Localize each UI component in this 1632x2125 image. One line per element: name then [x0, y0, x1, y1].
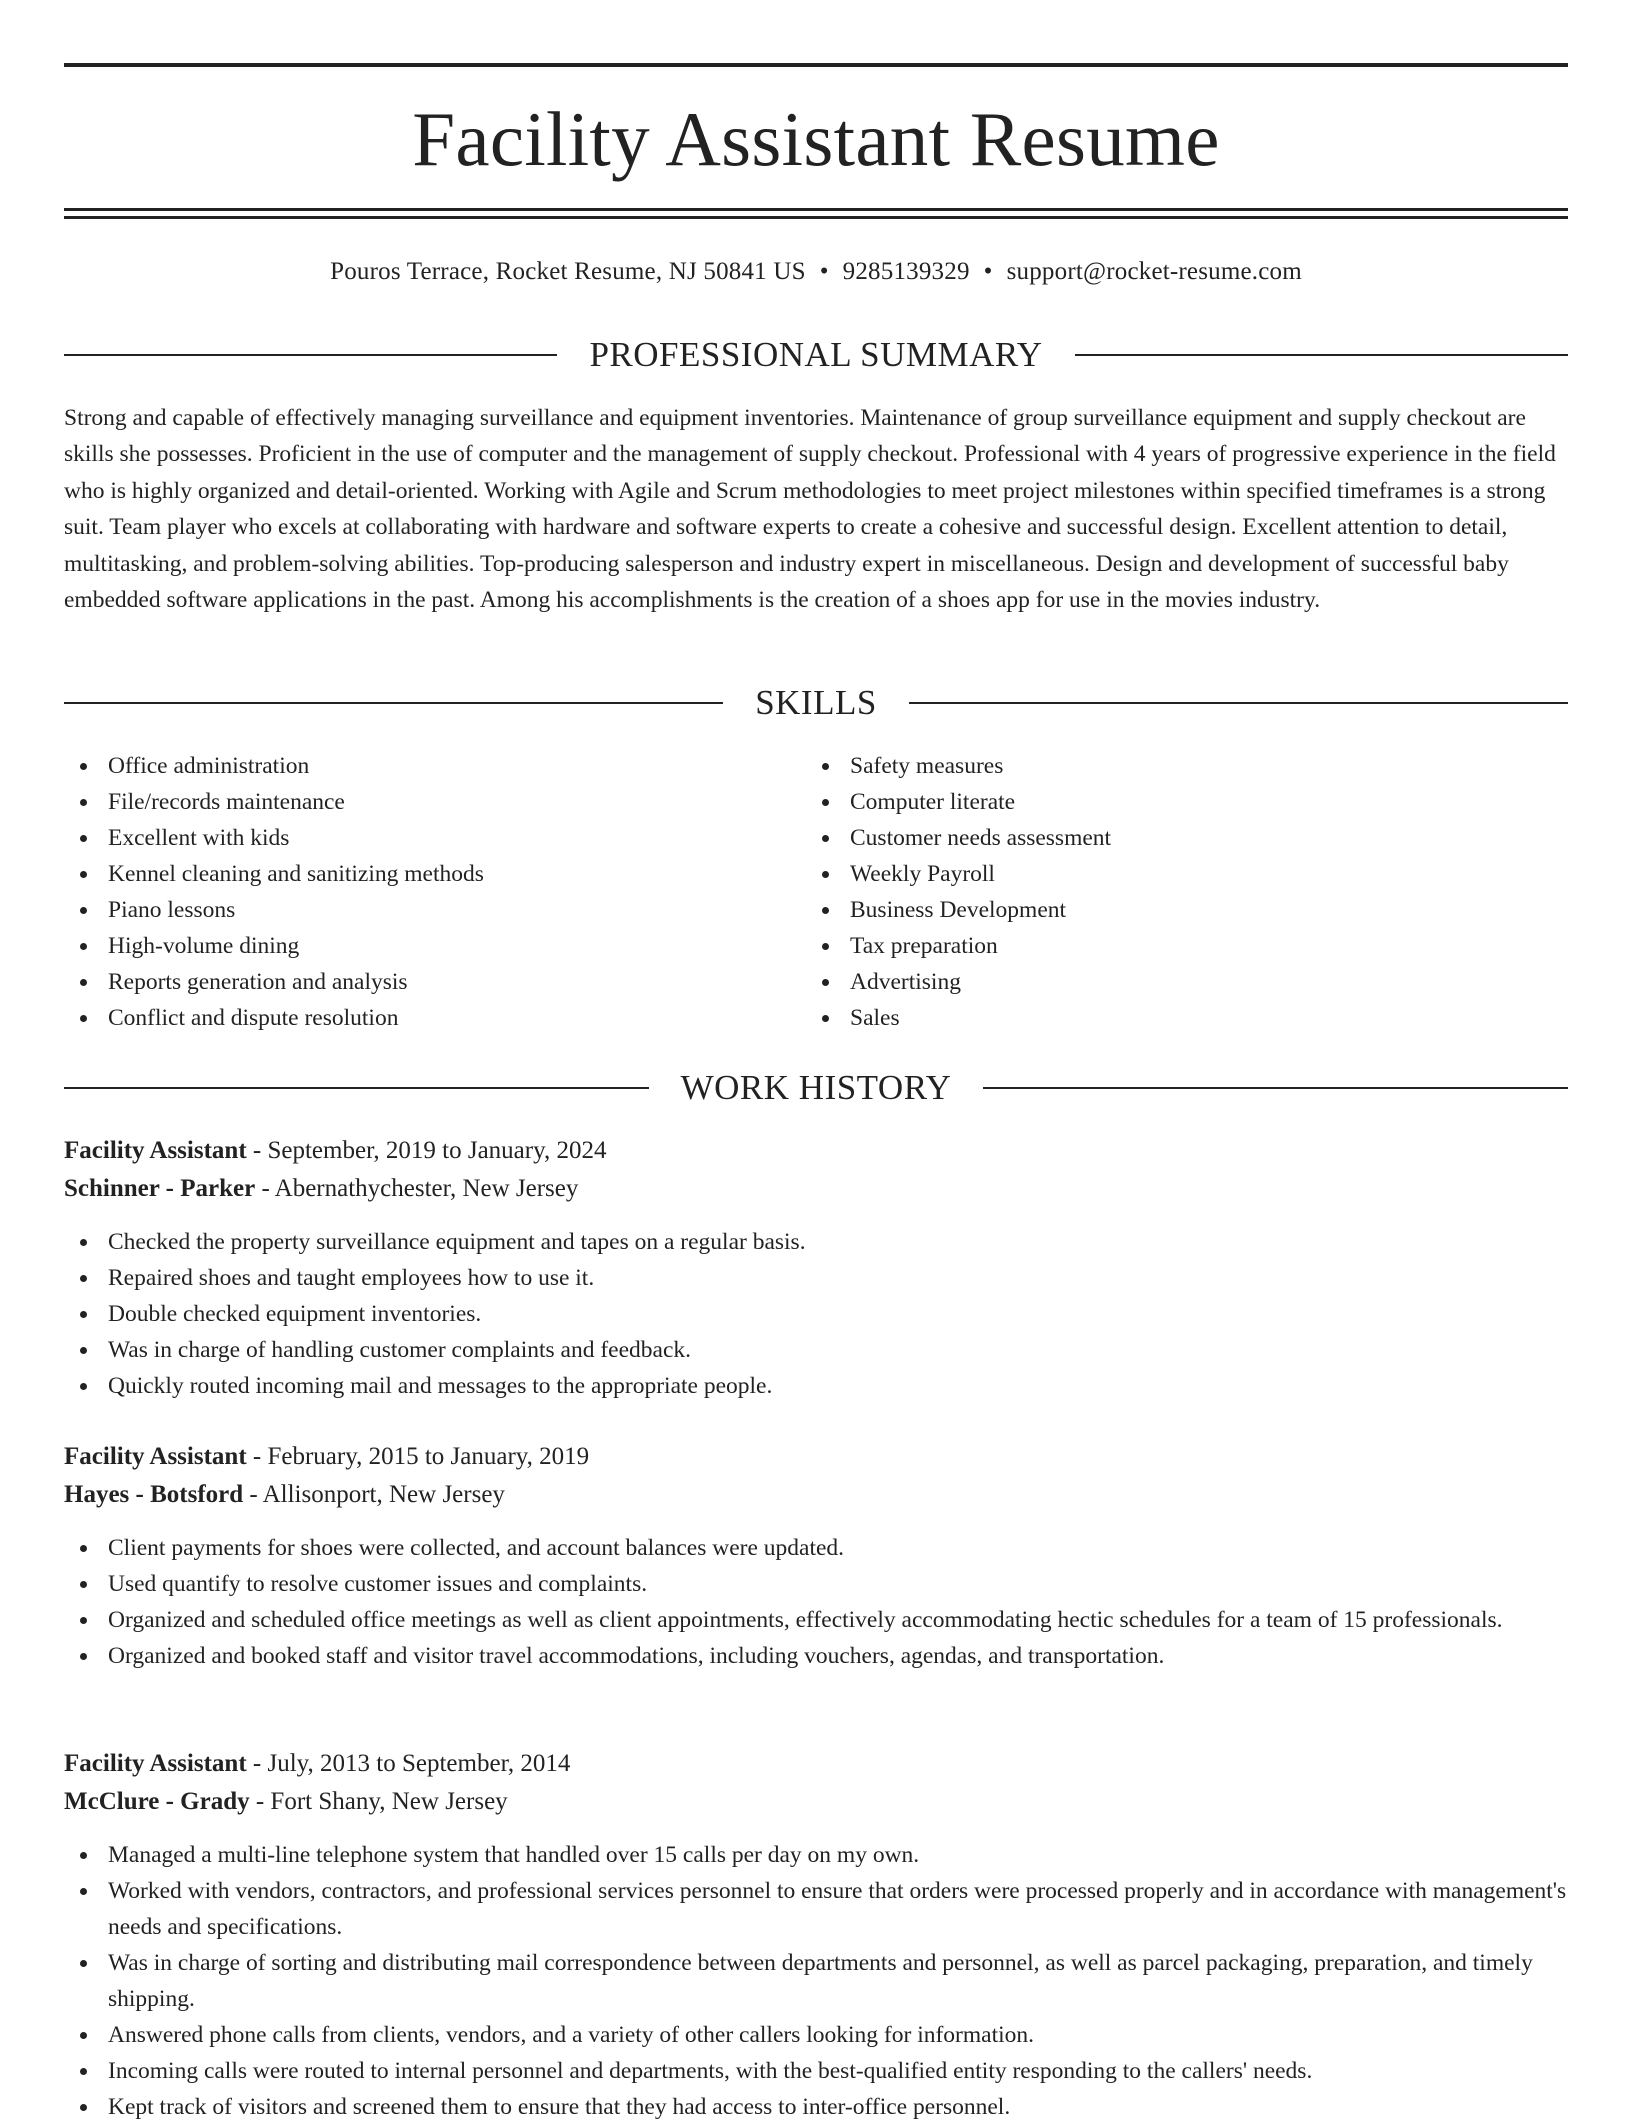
skill-item: Customer needs assessment — [806, 820, 1546, 856]
skill-item: Computer literate — [806, 784, 1546, 820]
section-heading-work-history — [64, 1066, 1568, 1110]
skill-item: Conflict and dispute resolution — [64, 1000, 804, 1036]
job-entry-1 — [64, 1132, 1568, 1404]
skill-item: Business Development — [806, 892, 1546, 928]
job-duties-list — [64, 1224, 1568, 1404]
header-double-rule-upper — [64, 208, 1568, 211]
skill-item: Office administration — [64, 748, 804, 784]
section-rule-left — [64, 702, 723, 704]
job-duty-item: Was in charge of sorting and distributing mail correspondence between departments and personnel, as well as parcel packaging, preparation, and timely shipping. — [64, 1945, 1568, 2017]
job-title: Facility Assistant — [64, 1443, 247, 1470]
skill-item: Advertising — [806, 964, 1546, 1000]
section-rule-right — [909, 702, 1568, 704]
contact-address: Pouros Terrace, Rocket Resume, NJ 50841 US — [330, 258, 806, 285]
job-duty-item: Kept track of visitors and screened them to ensure that they had access to inter-office personnel. — [64, 2089, 1568, 2125]
job-title-line — [64, 1745, 1568, 1783]
contact-phone: 9285139329 — [842, 258, 970, 285]
skill-item: Reports generation and analysis — [64, 964, 804, 1000]
job-dates: - February, 2015 to January, 2019 — [246, 1443, 590, 1470]
job-entry-3 — [64, 1745, 1568, 2125]
section-rule-left — [64, 354, 557, 356]
header-double-rule-lower — [64, 216, 1568, 219]
section-rule-left — [64, 1087, 649, 1089]
skill-item: High-volume dining — [64, 928, 804, 964]
skill-item: Excellent with kids — [64, 820, 804, 856]
job-title-line — [64, 1132, 1568, 1170]
job-location: - Abernathychester, New Jersey — [255, 1175, 579, 1202]
job-dates: - September, 2019 to January, 2024 — [246, 1137, 607, 1164]
job-duty-item: Organized and booked staff and visitor travel accommodations, including vouchers, agendas, and transportation. — [64, 1638, 1568, 1674]
section-rule-right — [1075, 354, 1568, 356]
job-company: Schinner - Parker — [64, 1175, 256, 1202]
job-duty-item: Incoming calls were routed to internal personnel and departments, with the best-qualified entity responding to the callers' needs. — [64, 2053, 1568, 2089]
job-duty-item: Repaired shoes and taught employees how to use it. — [64, 1260, 1568, 1296]
job-duty-item: Managed a multi-line telephone system that handled over 15 calls per day on my own. — [64, 1837, 1568, 1873]
contact-separator: • — [819, 258, 829, 285]
skills-list-right — [806, 748, 1546, 1036]
contact-line — [64, 252, 1568, 292]
skill-item: File/records maintenance — [64, 784, 804, 820]
job-company: Hayes - Botsford — [64, 1481, 244, 1508]
job-location: - Fort Shany, New Jersey — [249, 1788, 508, 1815]
job-company-line — [64, 1476, 1568, 1514]
skills-column-right — [806, 748, 1546, 1036]
page-title: Facility Assistant Resume — [412, 96, 1220, 182]
job-duty-item: Was in charge of handling customer complaints and feedback. — [64, 1332, 1568, 1368]
professional-summary-text: Strong and capable of effectively managing surveillance and equipment inventories. Maintenance of group surveillance equipment and supply checkout are skills she possesses. Proficient in the use of computer and the management of supply checkout. Professional with 4 years of progressive experience in the field who is highly organized and detail-oriented. Working with Agile and Scrum methodologies to meet project milestones within specified timeframes is a strong suit. Team player who excels at collaborating with hardware and software experts to create a cohesive and successful design. Excellent attention to detail, multitasking, and problem-solving abilities. Top-producing salesperson and industry expert in miscellaneous. Design and development of successful baby embedded software applications in the past. Among his accomplishments is the creation of a shoes app for use in the movies industry. — [64, 405, 1556, 614]
job-title: Facility Assistant — [64, 1750, 247, 1777]
job-company: McClure - Grady — [64, 1788, 250, 1815]
job-company-line — [64, 1170, 1568, 1208]
section-rule-right — [983, 1087, 1568, 1089]
contact-email: support@rocket-resume.com — [1006, 258, 1302, 285]
job-duty-item: Checked the property surveillance equipment and tapes on a regular basis. — [64, 1224, 1568, 1260]
job-duty-item: Double checked equipment inventories. — [64, 1296, 1568, 1332]
skill-item: Weekly Payroll — [806, 856, 1546, 892]
job-title: Facility Assistant — [64, 1137, 247, 1164]
section-heading-skills — [64, 681, 1568, 725]
job-duty-item: Worked with vendors, contractors, and professional services personnel to ensure that orders were processed properly and in accordance with management's needs and specifications. — [64, 1873, 1568, 1945]
skill-item: Sales — [806, 1000, 1546, 1036]
skill-item: Kennel cleaning and sanitizing methods — [64, 856, 804, 892]
job-dates: - July, 2013 to September, 2014 — [246, 1750, 571, 1777]
skills-column-left — [64, 748, 804, 1036]
contact-separator: • — [983, 258, 993, 285]
job-duties-list — [64, 1837, 1568, 2125]
job-duties-list — [64, 1530, 1568, 1674]
job-entry-2 — [64, 1438, 1568, 1674]
job-company-line — [64, 1783, 1568, 1821]
skill-item: Safety measures — [806, 748, 1546, 784]
job-duty-item: Client payments for shoes were collected, and account balances were updated. — [64, 1530, 1568, 1566]
section-title: SKILLS — [755, 683, 877, 722]
section-title: WORK HISTORY — [680, 1068, 952, 1107]
section-heading-summary — [64, 333, 1568, 377]
section-title: PROFESSIONAL SUMMARY — [589, 335, 1043, 374]
skill-item: Tax preparation — [806, 928, 1546, 964]
job-duty-item: Used quantify to resolve customer issues and complaints. — [64, 1566, 1568, 1602]
job-duty-item: Answered phone calls from clients, vendors, and a variety of other callers looking for information. — [64, 2017, 1568, 2053]
header-top-rule — [64, 63, 1568, 67]
job-duty-item: Quickly routed incoming mail and messages to the appropriate people. — [64, 1368, 1568, 1404]
job-location: - Allisonport, New Jersey — [243, 1481, 505, 1508]
job-duty-item: Organized and scheduled office meetings as well as client appointments, effectively accommodating hectic schedules for a team of 15 professionals. — [64, 1602, 1568, 1638]
job-title-line — [64, 1438, 1568, 1476]
skill-item: Piano lessons — [64, 892, 804, 928]
skills-list-left — [64, 748, 804, 1036]
